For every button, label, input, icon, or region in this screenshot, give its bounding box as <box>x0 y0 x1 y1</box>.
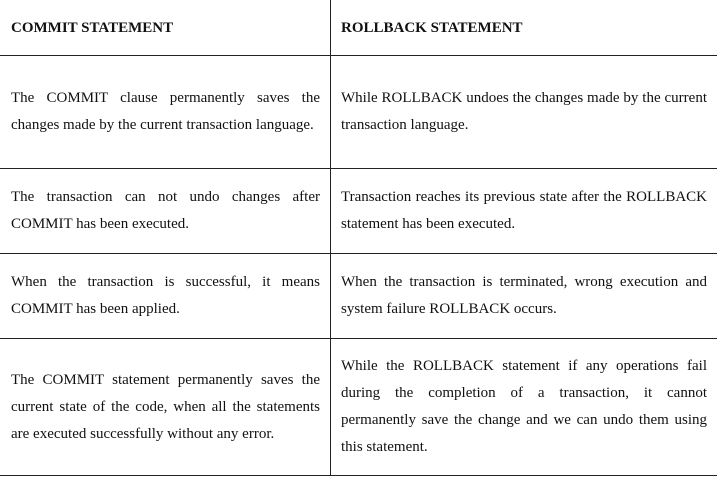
rollback-cell: When the transaction is terminated, wrong execution and system failure ROLLBACK occurs. <box>331 254 717 339</box>
commit-cell: The COMMIT statement permanently saves the current state of the code, when all the statements are executed successfully without any error. <box>1 339 331 476</box>
table-header-row <box>1 1 717 56</box>
column-header-commit: COMMIT STATEMENT <box>1 1 331 56</box>
table-row <box>1 254 717 339</box>
rollback-cell: While ROLLBACK undoes the changes made by the current transaction language. <box>331 56 717 169</box>
table-row <box>1 339 717 476</box>
rollback-cell: While the ROLLBACK statement if any operations fail during the completion of a transaction, it cannot permanently save the change and we can undo them using this statement. <box>331 339 717 476</box>
table-row <box>1 169 717 254</box>
rollback-cell: Transaction reaches its previous state after the ROLLBACK statement has been executed. <box>331 169 717 254</box>
commit-cell: The transaction can not undo changes after COMMIT has been executed. <box>1 169 331 254</box>
column-header-rollback: ROLLBACK STATEMENT <box>331 1 717 56</box>
commit-cell: The COMMIT clause permanently saves the changes made by the current transaction language. <box>1 56 331 169</box>
table-row <box>1 56 717 169</box>
commit-cell: When the transaction is successful, it means COMMIT has been applied. <box>1 254 331 339</box>
